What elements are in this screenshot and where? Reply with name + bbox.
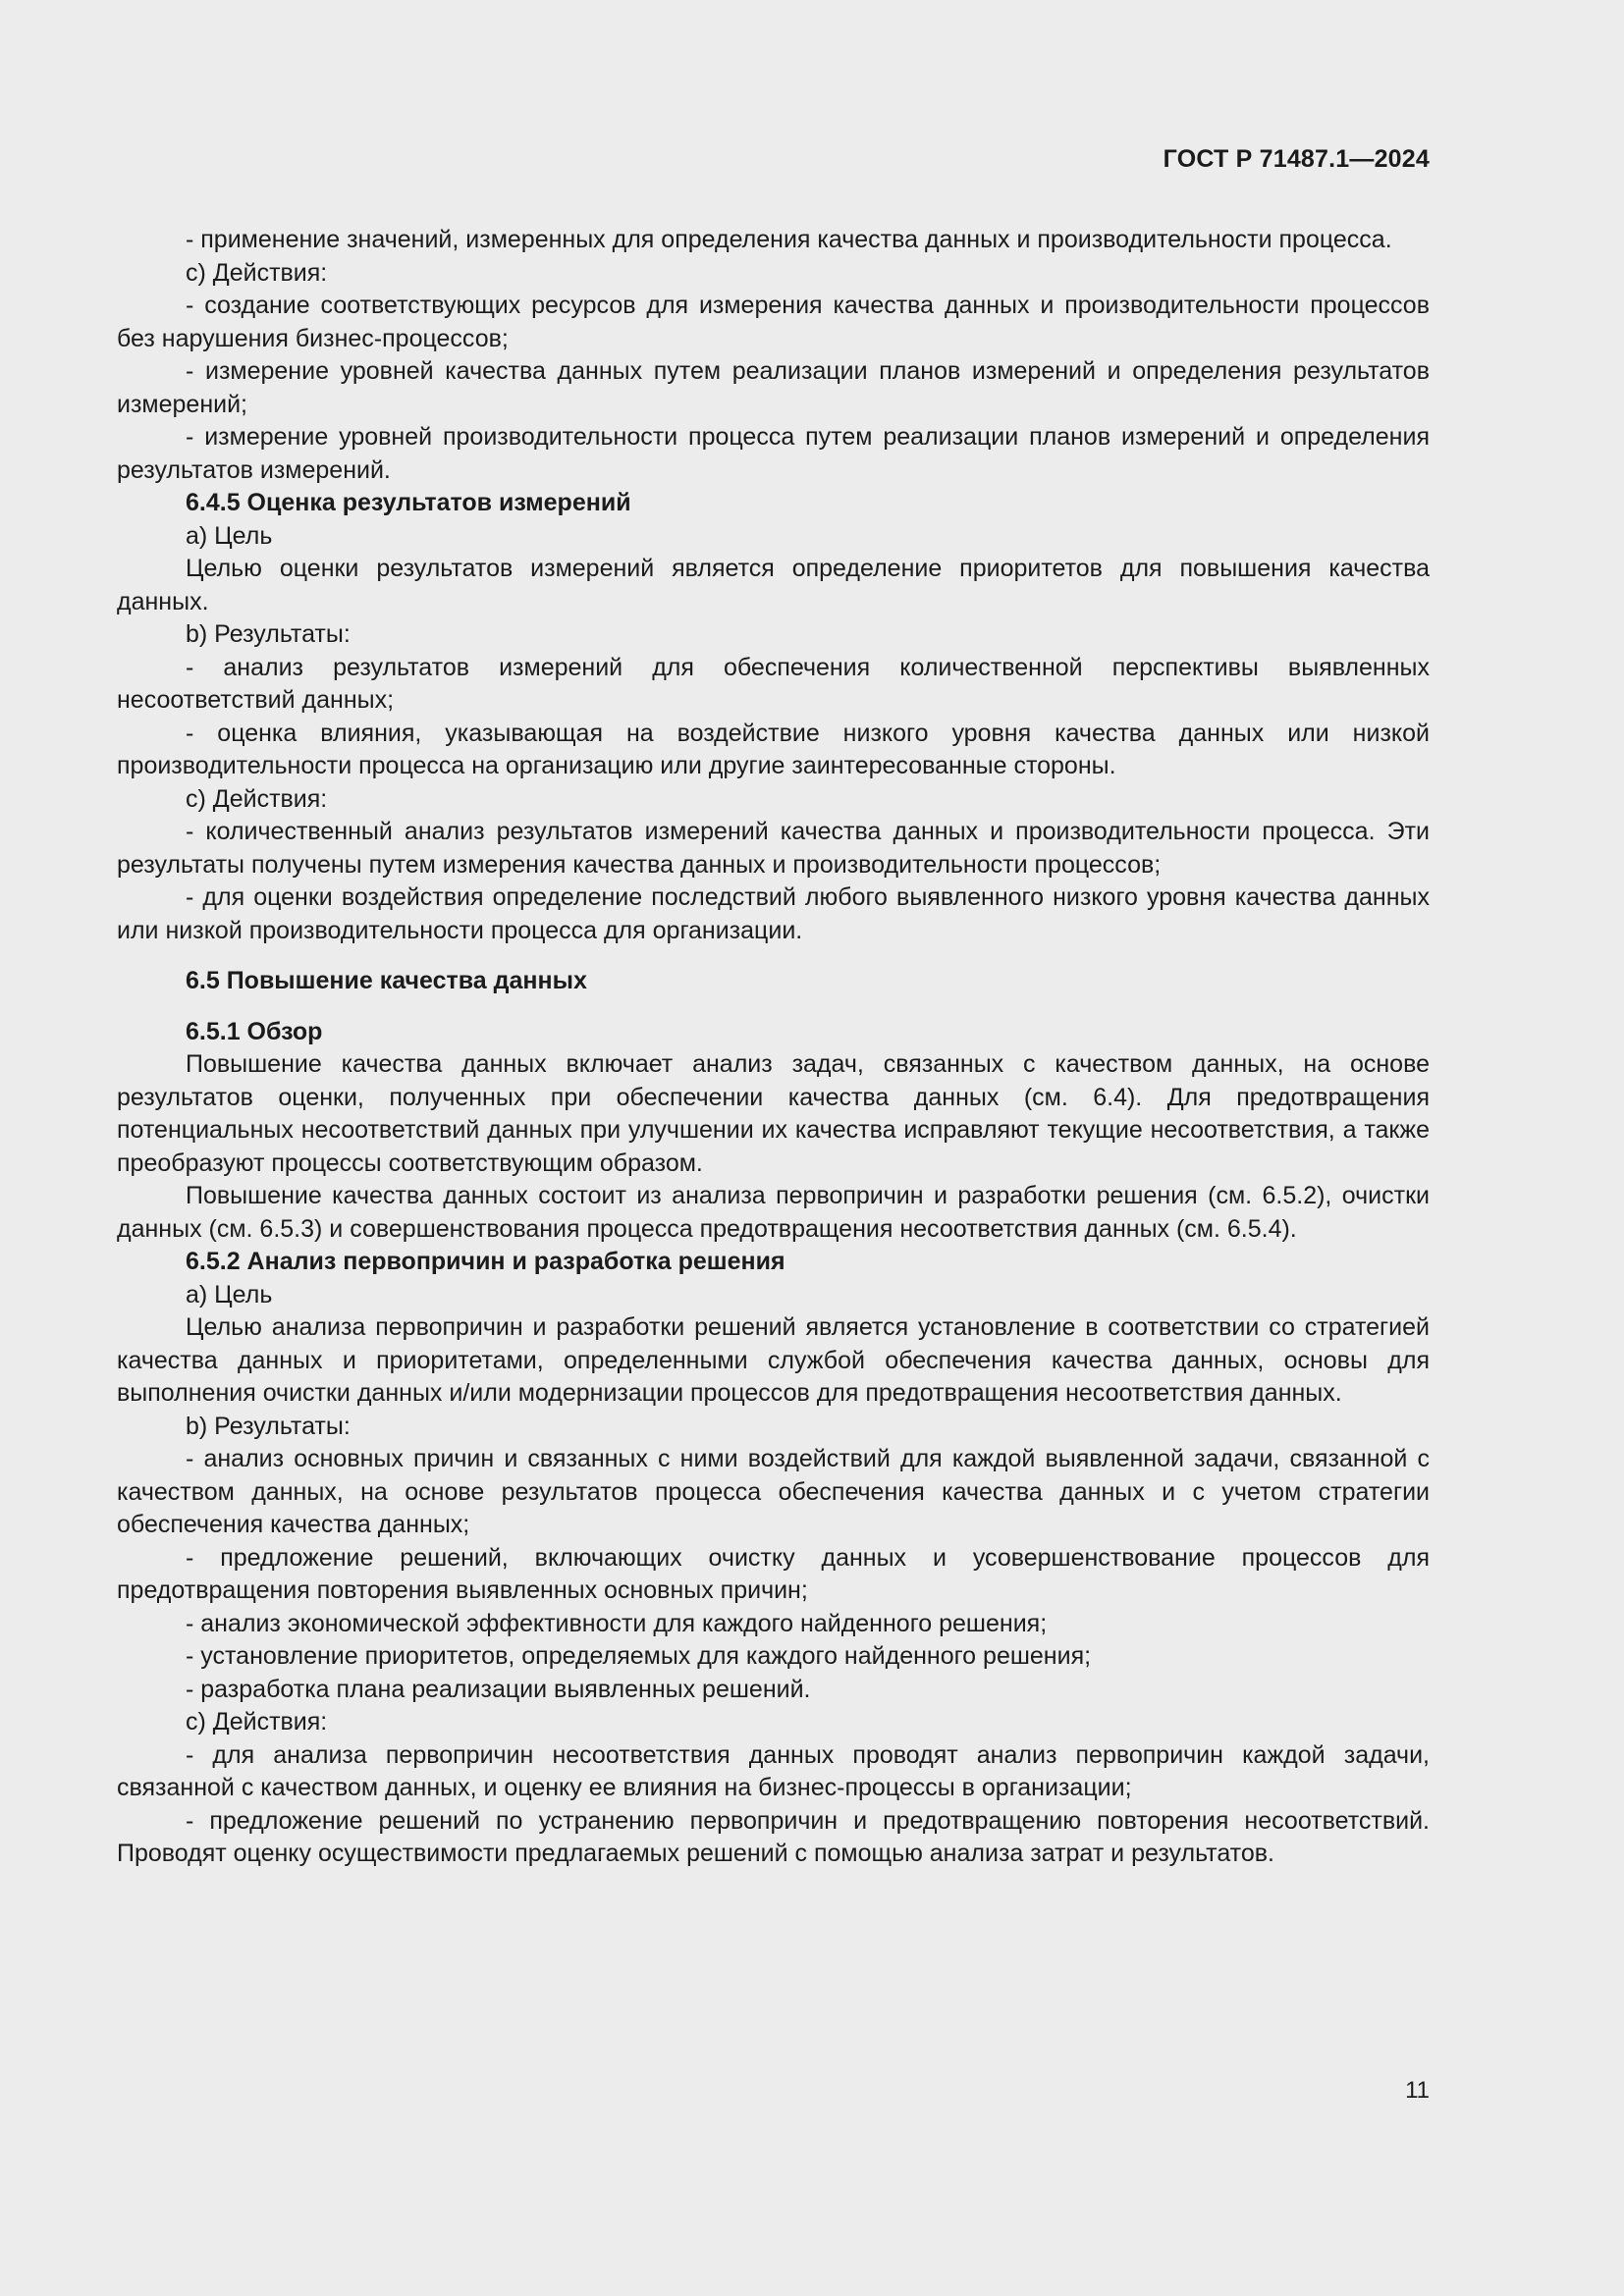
section-heading: 6.5 Повышение качества данных (186, 967, 587, 994)
list-item: - применение значений, измеренных для определения качества данных и производительности процесса. (186, 226, 1392, 253)
subsection-label: a) Цель (186, 521, 273, 550)
list-item: - предложение решений, включающих очистку данных и усовершенствование процессов для предотвращения повторения выявленных основных причин; (117, 1543, 1430, 1604)
list-item: - измерение уровней производительности процесса путем реализации планов измерений и определения результатов измерений. (117, 423, 1430, 484)
paragraph: Целью оценки результатов измерений является определение приоритетов для повышения качества данных. (117, 555, 1430, 615)
subsection-label: c) Действия: (186, 1708, 328, 1735)
paragraph: Повышение качества данных включает анализ задач, связанных с качеством данных, на основе результатов оценки, полученных при обеспечении качества данных (см. 6.4). Для предотвращения потенциальных несоответствий данных при улучшении их качества исправляют текущие несоответствия, а также преобразуют процессы соответствующим образом. (117, 1050, 1430, 1177)
subsection-label: c) Действия: (186, 258, 328, 287)
list-item: - для оценки воздействия определение последствий любого выявленного низкого уровня качества данных или низкой производительности процесса для организации. (117, 883, 1430, 944)
document-id: ГОСТ Р 71487.1—2024 (1163, 145, 1430, 173)
list-item: - создание соответствующих ресурсов для измерения качества данных и производительности процессов без нарушения бизнес-процессов; (117, 292, 1430, 352)
section-heading: 6.5.1 Обзор (186, 1017, 323, 1045)
list-item: - предложение решений по устранению первопричин и предотвращению повторения несоответствий. Проводят оценку осуществимости предлагаемых решений с помощью анализа затрат и результатов. (117, 1806, 1430, 1867)
list-item: - анализ основных причин и связанных с ними воздействий для каждой выявленной задачи, связанной с качеством данных, на основе результатов процесса обеспечения качества данных и с учетом стратегии обеспечения качества данных; (117, 1445, 1430, 1538)
list-item: - оценка влияния, указывающая на воздействие низкого уровня качества данных или низкой производительности процесса на организацию или другие заинтересованные стороны. (117, 719, 1430, 779)
list-item: - количественный анализ результатов измерений качества данных и производительности процесса. Эти результаты получены путем измерения качества данных и производительности процессов; (117, 818, 1430, 879)
subsection-label: c) Действия: (186, 784, 328, 813)
section-heading: 6.4.5 Оценка результатов измерений (186, 489, 631, 516)
list-item: - анализ экономической эффективности для каждого найденного решения; (186, 1609, 1048, 1637)
list-item: - установление приоритетов, определяемых для каждого найденного решения; (186, 1642, 1092, 1670)
subsection-label: b) Результаты: (186, 620, 351, 648)
list-item: - разработка плана реализации выявленных решений. (186, 1675, 811, 1703)
subsection-label: b) Результаты: (186, 1412, 351, 1440)
paragraph: Повышение качества данных состоит из анализа первопричин и разработки решения (см. 6.5.2), очистки данных (см. 6.5.3) и совершенствования процесса предотвращения несоответствия данных (см. 6.5.4). (117, 1182, 1430, 1243)
page-body (117, 224, 1430, 1871)
list-item: - измерение уровней качества данных путем реализации планов измерений и определения результатов измерений; (117, 357, 1430, 418)
section-heading: 6.5.2 Анализ первопричин и разработка решения (186, 1248, 785, 1275)
subsection-label: a) Цель (186, 1280, 273, 1308)
list-item: - для анализа первопричин несоответствия данных проводят анализ первопричин каждой задачи, связанной с качеством данных, и оценку ее влияния на бизнес-процессы в организации; (117, 1740, 1430, 1801)
list-item: - анализ результатов измерений для обеспечения количественной перспективы выявленных несоответствий данных; (117, 653, 1430, 714)
page-number: 11 (1405, 2077, 1430, 2104)
paragraph: Целью анализа первопричин и разработки решений является установление в соответствии со стратегией качества данных и приоритетами, определенными службой обеспечения качества данных, основы для выполнения очистки данных и/или модернизации процессов для предотвращения несоответствия данных. (117, 1313, 1430, 1407)
